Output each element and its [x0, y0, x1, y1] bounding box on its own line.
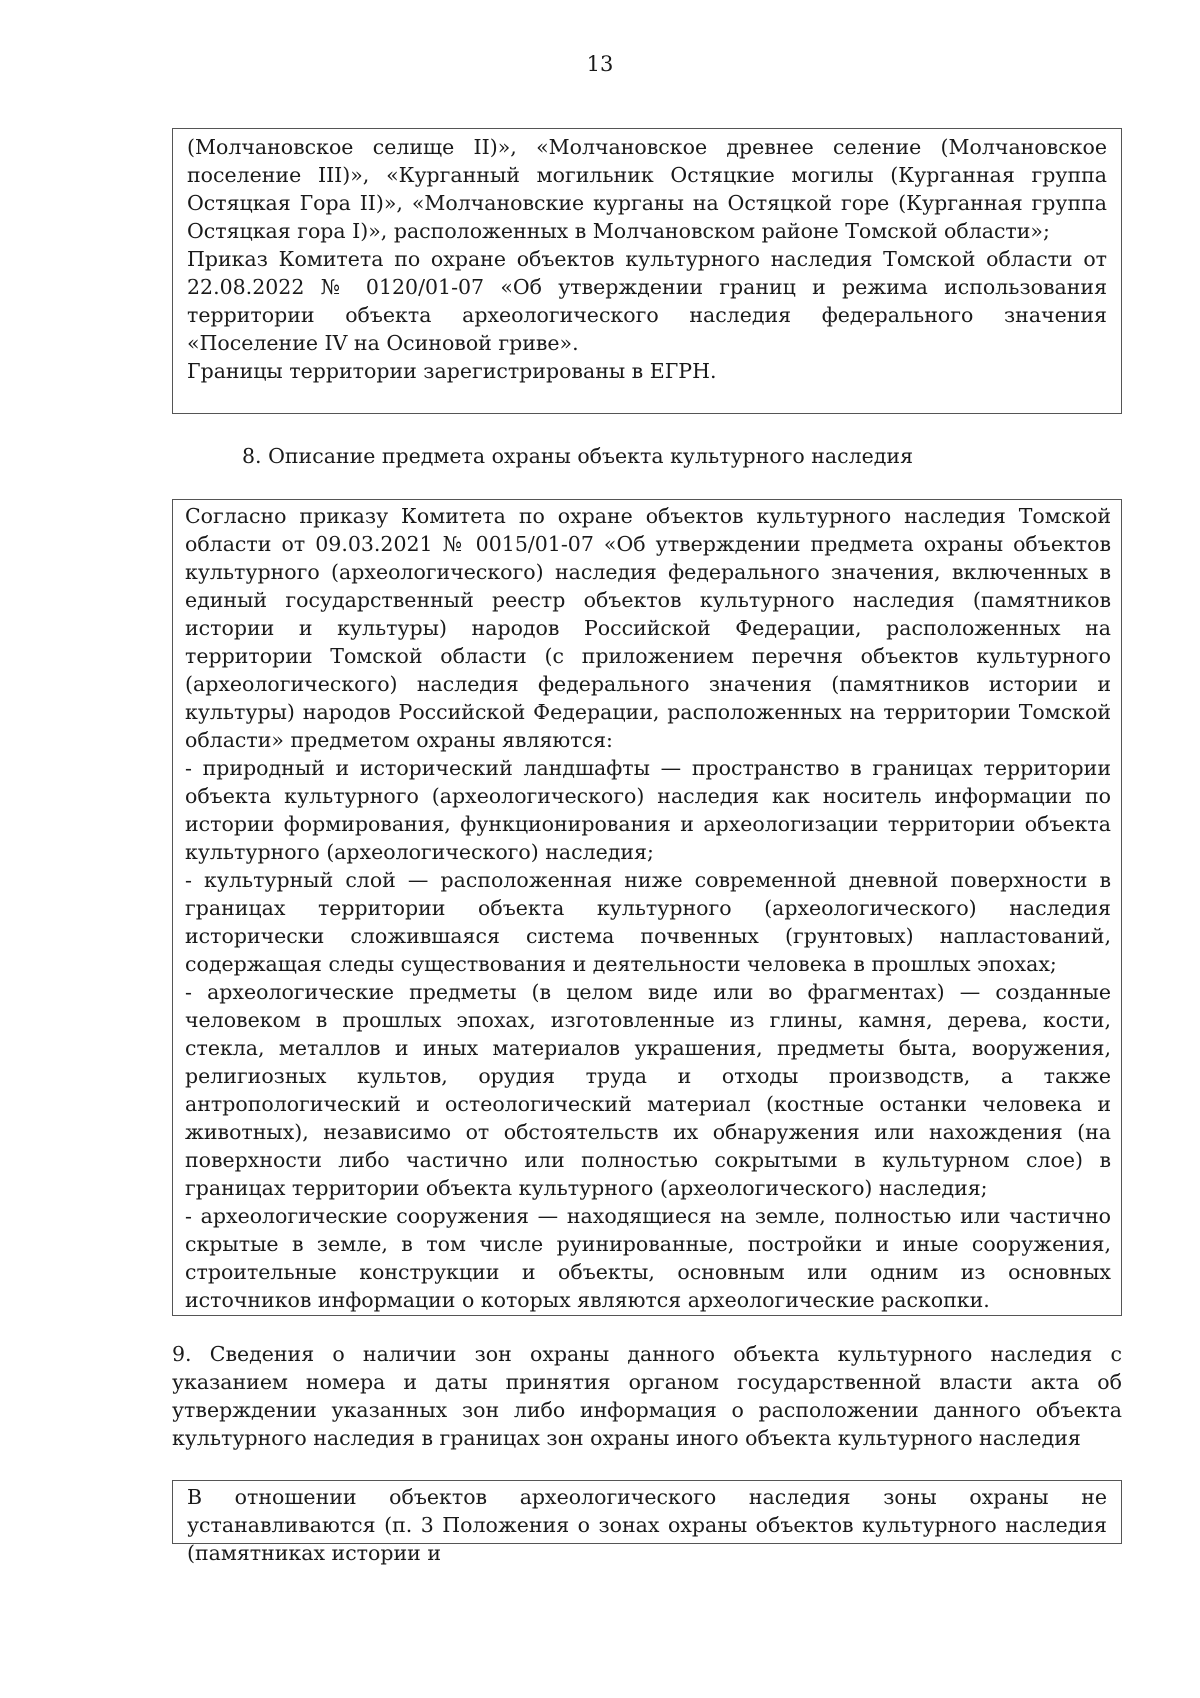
box1-paragraph-1: (Молчановское селище II)», «Молчановское древнее селение (Молчановское поселение III)», «Курганный могильник Остяцкие могилы (Курганная группа Остяцкая Гора II)», «Молчановские курганы на Остяцкой горе (Курганная группа Остяцкая гора I)», расположенных в Молчановском районе Томской области»;: [187, 135, 1107, 243]
protection-zones-box: [172, 1480, 1122, 1565]
protection-subject-box: [172, 499, 1122, 1316]
box1-paragraph-2: Приказ Комитета по охране объектов культурного наследия Томской области от 22.08.2022 № 0120/01-07 «Об утверждении границ и режима использования территории объекта археологического наследия федерального значения «Поселение IV на Осиновой гриве».: [187, 247, 1107, 355]
box2-paragraph-2: - природный и исторический ландшафты — пространство в границах территории объекта культурного (археологического) наследия как носитель информации по истории формирования, функционирования и археологизации территории объекта культурного (археологического) наследия;: [185, 756, 1111, 864]
section-9-heading: 9. Сведения о наличии зон охраны данного объекта культурного наследия с указанием номера и даты принятия органом государственной власти акта об утверждении указанных зон либо информация о расположении данного объекта культурного наследия в границах зон охраны иного объекта культурного наследия: [172, 1342, 1122, 1450]
box1-paragraph-3: Границы территории зарегистрированы в ЕГРН.: [187, 359, 717, 383]
box2-paragraph-5: - археологические сооружения — находящиеся на земле, полностью или частично скрытые в земле, в том числе руинированные, постройки и иные сооружения, строительные конструкции и объекты, основным или одним из основных источников информации о которых являются археологические раскопки.: [185, 1204, 1111, 1312]
boundaries-documents-box: [172, 128, 1122, 414]
page-number: 13: [586, 52, 614, 76]
box2-paragraph-1: Согласно приказу Комитета по охране объектов культурного наследия Томской области от 09.03.2021 № 0015/01-07 «Об утверждении предмета охраны объектов культурного (археологического) наследия федерального значения, включенных в единый государственный реестр объектов культурного наследия (памятников истории и культуры) народов Российской Федерации, расположенных на территории Томской области (с приложением перечня объектов культурного (археологического) наследия федерального значения (памятников истории и культуры) народов Российской Федерации, расположенных на территории Томской области» предметом охраны являются:: [185, 504, 1111, 752]
section-8-heading: 8. Описание предмета охраны объекта культурного наследия: [242, 444, 914, 468]
box2-paragraph-3: - культурный слой — расположенная ниже современной дневной поверхности в границах территории объекта культурного (археологического) наследия исторически сложившаяся система почвенных (грунтовых) напластований, содержащая следы существования и деятельности человека в прошлых эпохах;: [185, 868, 1111, 976]
box2-paragraph-4: - археологические предметы (в целом виде или во фрагментах) — созданные человеком в прошлых эпохах, изготовленные из глины, камня, дерева, кости, стекла, металлов и иных материалов украшения, предметы быта, вооружения, религиозных культов, орудия труда и отходы производств, а также антропологический и остеологический материал (костные останки человека и животных), независимо от обстоятельств их обнаружения или нахождения (на поверхности либо частично или полностью сокрытыми в культурном слое) в границах территории объекта культурного (археологического) наследия;: [185, 980, 1111, 1200]
box3-paragraph-1: В отношении объектов археологического наследия зоны охраны не устанавливаются (п. 3 Положения о зонах охраны объектов культурного наследия (памятниках истории и: [187, 1485, 1107, 1565]
